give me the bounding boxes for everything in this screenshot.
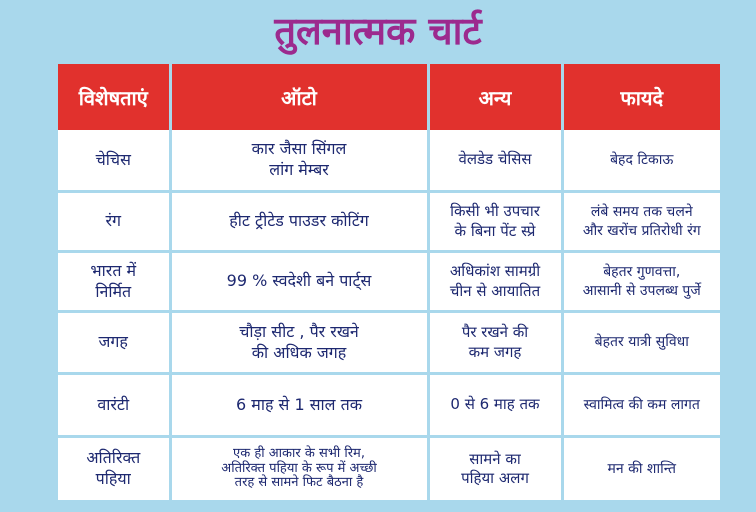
feature-cell xyxy=(58,374,170,437)
table-row xyxy=(58,252,720,312)
cell-line: अतिरिक्त xyxy=(86,448,141,468)
feature-cell xyxy=(58,130,170,192)
feature-cell xyxy=(58,312,170,374)
cell-line: बेहद टिकाऊ xyxy=(610,151,674,168)
other-cell xyxy=(428,312,562,374)
cell-line: पहिया अलग xyxy=(461,469,529,487)
cell-line: आसानी से उपलब्ध पुर्जे xyxy=(582,282,701,299)
benefit-cell xyxy=(562,252,720,312)
cell-line: हीट ट्रीटेड पाउडर कोटिंग xyxy=(229,211,369,231)
cell-line: 6 माह से 1 साल तक xyxy=(235,394,363,414)
header-benefits: फायदे xyxy=(562,64,720,130)
cell-line: चीन से आयातित xyxy=(449,281,541,300)
cell-line: किसी भी उपचार xyxy=(450,202,540,220)
other-cell xyxy=(428,252,562,312)
header-other: अन्य xyxy=(428,64,562,130)
cell-line: चेचिस xyxy=(95,149,131,169)
benefit-cell xyxy=(562,192,720,252)
auto-cell xyxy=(170,192,428,252)
cell-line: तरह से सामने फिट बैठना है xyxy=(234,475,364,491)
other-cell xyxy=(428,437,562,502)
header-auto: ऑटो xyxy=(170,64,428,130)
cell-line: की अधिक जगह xyxy=(251,342,347,362)
benefit-cell xyxy=(562,437,720,502)
cell-line: कार जैसा सिंगल xyxy=(251,139,347,159)
auto-cell xyxy=(170,374,428,437)
cell-line: भारत में xyxy=(90,260,137,280)
benefit-cell xyxy=(562,312,720,374)
cell-line: रंग xyxy=(105,211,122,231)
feature-cell xyxy=(58,437,170,502)
cell-line: पैर रखने की xyxy=(461,323,529,341)
cell-line: अधिकांश सामग्री xyxy=(449,262,541,280)
table-row xyxy=(58,312,720,374)
other-cell xyxy=(428,192,562,252)
feature-cell xyxy=(58,252,170,312)
cell-line: 0 से 6 माह तक xyxy=(450,395,540,414)
cell-line: मन की शान्ति xyxy=(607,460,676,477)
comparison-table xyxy=(58,64,720,503)
cell-line: 99 % स्वदेशी बने पार्ट्स xyxy=(226,271,372,291)
cell-line: बेहतर गुणवत्ता, xyxy=(603,264,681,281)
cell-line: और खरोंच प्रतिरोधी रंग xyxy=(582,222,701,239)
cell-line: वारंटी xyxy=(97,394,130,414)
auto-cell xyxy=(170,252,428,312)
auto-cell xyxy=(170,130,428,192)
table-row xyxy=(58,130,720,192)
cell-line: चौड़ा सीट , पैर रखने xyxy=(239,321,359,341)
cell-line: वेलडेड चेसिस xyxy=(458,150,532,169)
cell-line: कम जगह xyxy=(468,342,522,361)
cell-line: स्वामित्व की कम लागत xyxy=(583,396,700,413)
table-header-row xyxy=(58,64,720,130)
other-cell xyxy=(428,130,562,192)
page-title: तुलनात्मक चार्ट xyxy=(274,9,482,53)
table-row xyxy=(58,374,720,437)
cell-line: अतिरिक्त पहिया के रूप में अच्छी xyxy=(221,460,377,476)
table-row xyxy=(58,437,720,502)
auto-cell xyxy=(170,437,428,502)
feature-cell xyxy=(58,192,170,252)
cell-line: सामने का xyxy=(469,449,521,468)
benefit-cell xyxy=(562,130,720,192)
header-features: विशेषताएं xyxy=(58,64,170,130)
cell-line: लांग मेम्बर xyxy=(269,160,329,179)
cell-line: जगह xyxy=(98,332,128,352)
cell-line: निर्मित xyxy=(95,281,132,301)
auto-cell xyxy=(170,312,428,374)
cell-line: के बिना पेंट स्प्रे xyxy=(454,221,536,240)
benefit-cell xyxy=(562,374,720,437)
cell-line: लंबे समय तक चलने xyxy=(590,204,693,221)
other-cell xyxy=(428,374,562,437)
table-row xyxy=(58,192,720,252)
cell-line: बेहतर यात्री सुविधा xyxy=(594,334,689,351)
cell-line: एक ही आकार के सभी रिम, xyxy=(233,445,365,461)
cell-line: पहिया xyxy=(95,469,131,488)
